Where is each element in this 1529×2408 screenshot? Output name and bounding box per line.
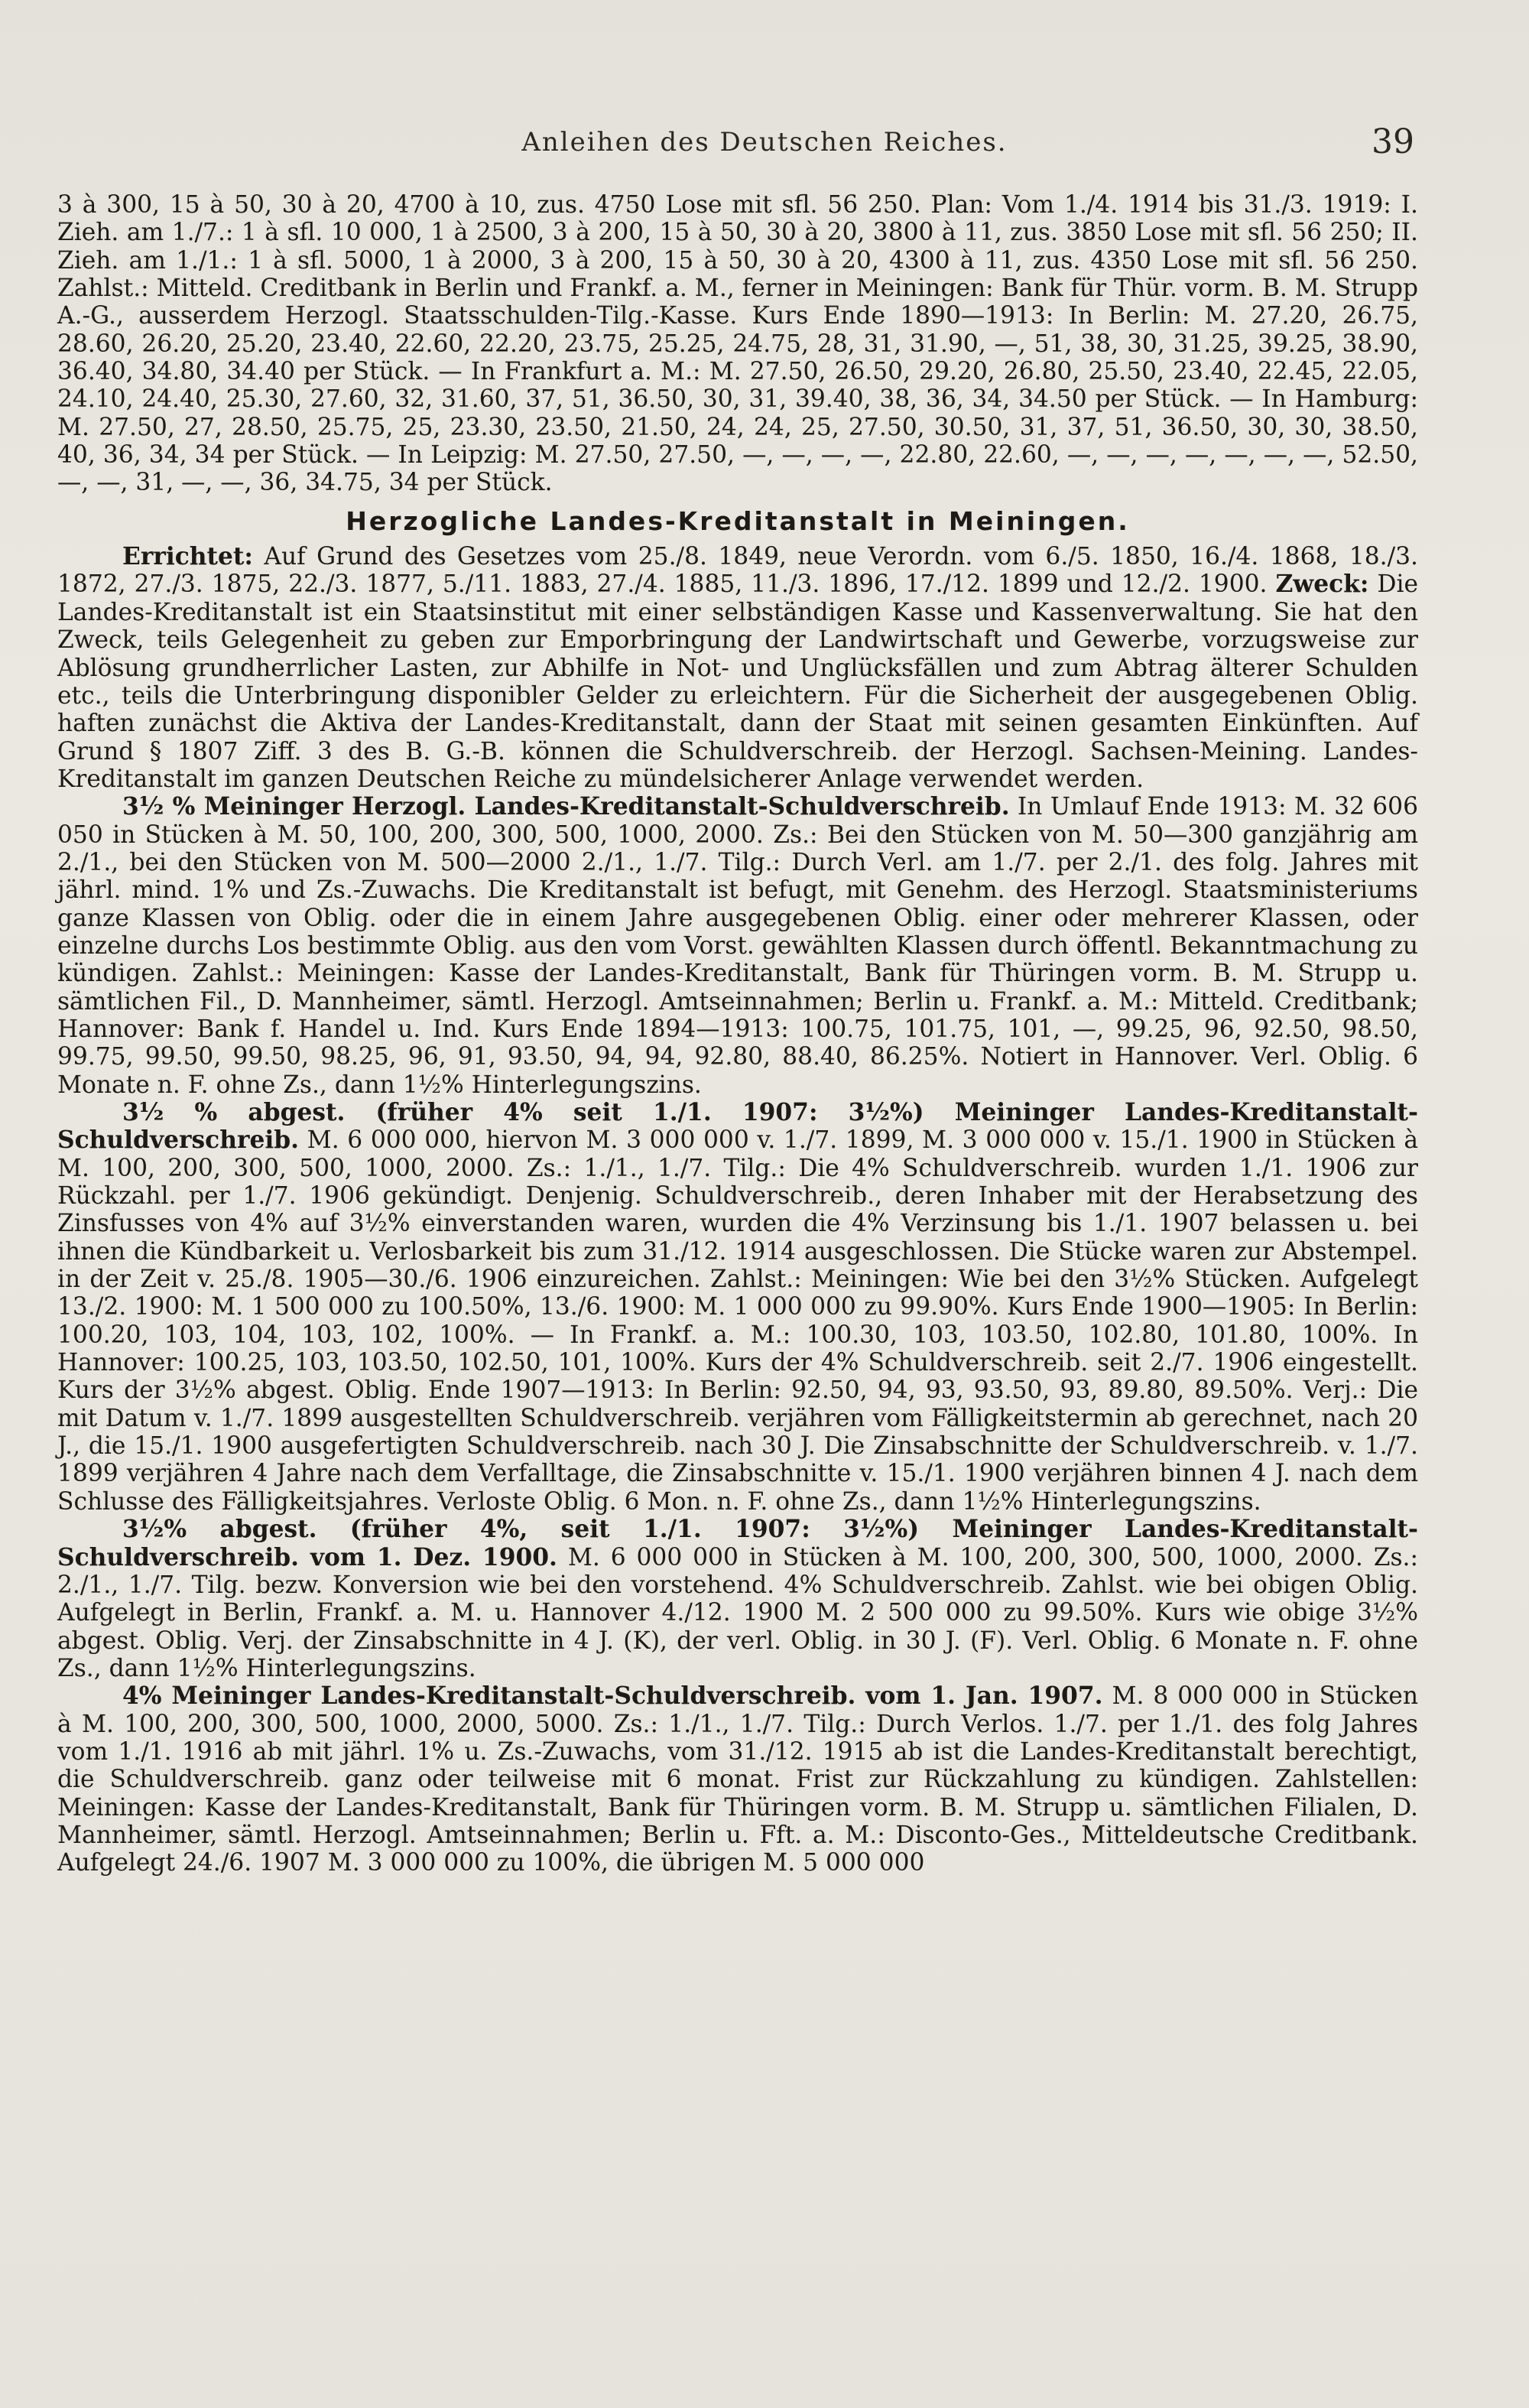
bold-run: Errichtet:: [122, 543, 253, 571]
loan-4-percent-1907-paragraph: [57, 1682, 1418, 1877]
text-block: [57, 191, 1418, 1877]
bold-run: 3½ % abgest. (früher 4% seit 1./1. 1907: 3½%) Meininger Landes-Kreditanstalt-Schuldverschreib.: [57, 1099, 1418, 1155]
continuation-paragraph: [57, 191, 1418, 497]
bold-run: 3½% abgest. (früher 4%, seit 1./1. 1907: 3½%) Meininger Landes-Kreditanstalt-Schuldverschreib. vom 1. Dez. 1900.: [57, 1516, 1418, 1571]
text-run: Herzogliche Landes-Kreditanstalt in Meiningen.: [346, 505, 1130, 536]
text-run: In Umlauf Ende 1913: M. 32 606 050 in Stücken à M. 50, 100, 200, 300, 500, 1000, 2000. Zs.: Bei den Stücken von M. 50—300 ganzjährig am 2./1., bei den Stücken von M. 500—2000 2./1., 1./7. Tilg.: Durch Verl. am 1./7. per 2./1. des folg. Jahres mit jährl. mind. 1% und Zs.-Zuwachs. Die Kreditanstalt ist befugt, mit Genehm. des Herzogl. Staatsministeriums ganze Klassen von Oblig. oder die in einem Jahre ausgegebenen Oblig. einer oder mehrerer Klassen, oder einzelne durchs Los bestimmte Oblig. aus den vom Vorst. gewählten Klassen durch öffentl. Bekanntmachung zu kündigen. Zahlst.: Meiningen: Kasse der Landes-Kreditanstalt, Bank für Thüringen vorm. B. M. Strupp u. sämtlichen Fil., D. Mannheimer, sämtl. Herzogl. Amtseinnahmen; Berlin u. Frankf. a. M.: Mitteld. Creditbank; Hannover: Bank f. Handel u. Ind. Kurs Ende 1894—1913: 100.75, 101.75, 101, —, 99.25, 96, 92.50, 98.50, 99.75, 99.50, 99.50, 98.25, 96, 91, 93.50, 94, 94, 92.80, 88.40, 86.25%. Notiert in Hannover. Verl. Oblig. 6 Monate n. F. ohne Zs., dann 1½% Hinterlegungszins.: [57, 793, 1418, 1099]
running-header: [0, 122, 1529, 168]
running-title: Anleihen des Deutschen Reiches.: [521, 127, 1008, 158]
page-number: 39: [1372, 122, 1414, 161]
text-run: M. 6 000 000, hiervon M. 3 000 000 v. 1./7. 1899, M. 3 000 000 v. 15./1. 1900 in Stücken à M. 100, 200, 300, 500, 1000, 2000. Zs.: 1./1., 1./7. Tilg.: Die 4% Schuldverschreib. wurden 1./1. 1906 zur Rückzahl. per 1./7. 1906 gekündigt. Denjenig. Schuldverschreib., deren Inhaber mit der Herabsetzung des Zinsfusses von 4% auf 3½% einverstanden waren, wurden die 4% Verzinsung bis 1./1. 1907 belassen u. bei ihnen die Kündbarkeit u. Verlosbarkeit bis zum 31./12. 1914 ausgeschlossen. Die Stücke waren zur Abstempel. in der Zeit v. 25./8. 1905—30./6. 1906 einzureichen. Zahlst.: Meiningen: Wie bei den 3½% Stücken. Aufgelegt 13./2. 1900: M. 1 500 000 zu 100.50%, 13./6. 1900: M. 1 000 000 zu 99.90%. Kurs Ende 1900—1905: In Berlin: 100.20, 103, 104, 103, 102, 100%. — In Frankf. a. M.: 100.30, 103, 103.50, 102.80, 101.80, 100%. In Hannover: 100.25, 103, 103.50, 102.50, 101, 100%. Kurs der 4% Schuldverschreib. seit 2./7. 1906 eingestellt. Kurs der 3½% abgest. Oblig. Ende 1907—1913: In Berlin: 92.50, 94, 93, 93.50, 93, 89.80, 89.50%. Verj.: Die mit Datum v. 1./7. 1899 ausgestellten Schuldverschreib. verjähren vom Fälligkeitstermin ab gerechnet, nach 20 J., die 15./1. 1900 ausgefertigten Schuldverschreib. nach 30 J. Die Zinsabschnitte der Schuldverschreib. v. 1./7. 1899 verjähren 4 Jahre nach dem Verfalltage, die Zinsabschnitte v. 15./1. 1900 verjähren binnen 4 J. nach dem Schlusse des Fälligkeitsjahres. Verloste Oblig. 6 Mon. n. F. ohne Zs., dann 1½% Hinterlegungszins.: [57, 1126, 1418, 1516]
loan-abgest-1901-paragraph: [57, 1099, 1418, 1516]
bold-run: 3½ % Meininger Herzogl. Landes-Kreditanstalt-Schuldverschreib.: [122, 793, 1010, 821]
section-heading: [57, 505, 1418, 536]
bold-run: Zweck:: [1275, 570, 1369, 599]
text-run: 3 à 300, 15 à 50, 30 à 20, 4700 à 10, zus. 4750 Lose mit sfl. 56 250. Plan: Vom 1./4. 1914 bis 31./3. 1919: I. Zieh. am 1./7.: 1 à sfl. 10 000, 1 à 2500, 3 à 200, 15 à 50, 30 à 20, 3800 à 11, zus. 3850 Lose mit sfl. 56 250; II. Zieh. am 1./1.: 1 à sfl. 5000, 1 à 2000, 3 à 200, 15 à 50, 30 à 20, 4300 à 11, zus. 4350 Lose mit sfl. 56 250. Zahlst.: Mitteld. Creditbank in Berlin und Frankf. a. M., ferner in Meiningen: Bank für Thür. vorm. B. M. Strupp A.-G., ausserdem Herzogl. Staatsschulden-Tilg.-Kasse. Kurs Ende 1890—1913: In Berlin: M. 27.20, 26.75, 28.60, 26.20, 25.20, 23.40, 22.60, 22.20, 23.75, 25.25, 24.75, 28, 31, 31.90, —, 51, 38, 30, 31.25, 39.25, 38.90, 36.40, 34.80, 34.40 per Stück. — In Frankfurt a. M.: M. 27.50, 26.50, 29.20, 26.80, 25.50, 23.40, 22.45, 22.05, 24.10, 24.40, 25.30, 27.60, 32, 31.60, 37, 51, 36.50, 30, 31, 39.40, 38, 36, 34, 34.50 per Stück. — In Hamburg: M. 27.50, 27, 28.50, 25.75, 25, 23.30, 23.50, 21.50, 24, 24, 25, 27.50, 30.50, 31, 37, 51, 36.50, 30, 30, 38.50, 40, 36, 34, 34 per Stück. — In Leipzig: M. 27.50, 27.50, —, —, —, —, 22.80, 22.60, —, —, —, —, —, —, —, 52.50, —, —, 31, —, —, 36, 34.75, 34 per Stück.: [57, 191, 1418, 497]
text-run: M. 6 000 000 in Stücken à M. 100, 200, 300, 500, 1000, 2000. Zs.: 2./1., 1./7. Tilg. bezw. Konversion wie bei den vorstehend. 4% Schuldverschreib. Zahlst. wie bei obigen Oblig. Aufgelegt in Berlin, Frankf. a. M. u. Hannover 4./12. 1900 M. 2 500 000 zu 99.50%. Kurs wie obige 3½% abgest. Oblig. Verj. der Zinsabschnitte in 4 J. (K), der verl. Oblig. in 30 J. (F). Verl. Oblig. 6 Monate n. F. ohne Zs., dann 1½% Hinterlegungszins.: [57, 1543, 1418, 1682]
text-run: M. 8 000 000 in Stücken à M. 100, 200, 300, 500, 1000, 2000, 5000. Zs.: 1./1., 1./7. Tilg.: Durch Verlos. 1./7. per 1./1. des folg Jahres vom 1./1. 1916 ab mit jährl. 1% u. Zs.-Zuwachs, vom 31./12. 1915 ab ist die Landes-Kreditanstalt berechtigt, die Schuldverschreib. ganz oder teilweise mit 6 monat. Frist zur Rückzahlung zu kündigen. Zahlstellen: Meiningen: Kasse der Landes-Kreditanstalt, Bank für Thüringen vorm. B. M. Strupp u. sämtlichen Filialen, D. Mannheimer, sämtl. Herzogl. Amtseinnahmen; Berlin u. Fft. a. M.: Disconto-Ges., Mitteldeutsche Creditbank. Aufgelegt 24./6. 1907 M. 3 000 000 zu 100%, die übrigen M. 5 000 000: [57, 1682, 1418, 1877]
loan-3-5-percent-paragraph: [57, 793, 1418, 1099]
loan-abgest-1900-paragraph: [57, 1516, 1418, 1682]
text-run: Die Landes-Kreditanstalt ist ein Staatsinstitut mit einer selbständigen Kasse und Kassenverwaltung. Sie hat den Zweck, teils Gelegenheit zu geben zur Emporbringung der Landwirtschaft und Gewerbe, vorzugsweise zur Ablösung grundherrlicher Lasten, zur Abhilfe in Not- und Unglücksfällen und zum Abtrag älterer Schulden etc., teils die Unterbringung disponibler Gelder zu erleichtern. Für die Sicherheit der ausgegebenen Oblig. haften zunächst die Aktiva der Landes-Kreditanstalt, dann der Staat mit seinen gesamten Einkünften. Auf Grund § 1807 Ziff. 3 des B. G.-B. können die Schuldverschreib. der Herzogl. Sachsen-Meining. Landes-Kreditanstalt im ganzen Deutschen Reiche zu mündelsicherer Anlage verwendet werden.: [57, 570, 1419, 793]
bold-run: 4% Meininger Landes-Kreditanstalt-Schuldverschreib. vom 1. Jan. 1907.: [122, 1682, 1103, 1711]
text-run: Auf Grund des Gesetzes vom 25./8. 1849, neue Verordn. vom 6./5. 1850, 16./4. 1868, 18./3. 1872, 27./3. 1875, 22./3. 1877, 5./11. 1883, 27./4. 1885, 11./3. 1896, 17./12. 1899 und 12./2. 1900.: [57, 543, 1418, 599]
erichtet-paragraph: [57, 543, 1418, 793]
